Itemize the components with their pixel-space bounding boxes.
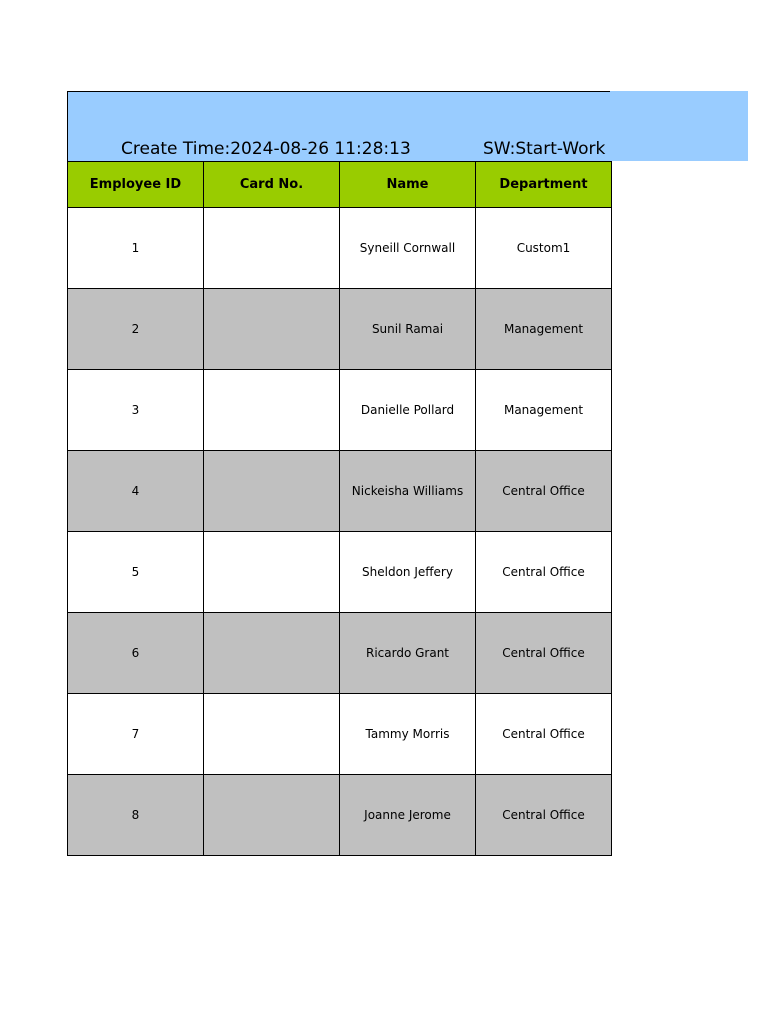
table-row	[68, 370, 612, 451]
cell-name: Ricardo Grant	[340, 613, 476, 694]
cell-employee-id: 8	[68, 775, 204, 856]
column-header-employee-id: Employee ID	[68, 162, 204, 208]
cell-employee-id: 7	[68, 694, 204, 775]
cell-card-no	[204, 451, 340, 532]
cell-name: Sheldon Jeffery	[340, 532, 476, 613]
cell-department: Central Office	[476, 532, 612, 613]
column-header-card-no: Card No.	[204, 162, 340, 208]
cell-card-no	[204, 532, 340, 613]
sw-legend-label: SW:Start-Work	[483, 139, 606, 159]
create-time-label: Create Time:2024-08-26 11:28:13	[121, 139, 411, 159]
table-row	[68, 694, 612, 775]
table-row	[68, 451, 612, 532]
cell-department: Central Office	[476, 775, 612, 856]
cell-department: Custom1	[476, 208, 612, 289]
table-row	[68, 208, 612, 289]
cell-employee-id: 4	[68, 451, 204, 532]
cell-card-no	[204, 208, 340, 289]
cell-name: Joanne Jerome	[340, 775, 476, 856]
cell-employee-id: 1	[68, 208, 204, 289]
cell-card-no	[204, 370, 340, 451]
column-header-department: Department	[476, 162, 612, 208]
cell-employee-id: 5	[68, 532, 204, 613]
table-header-row	[68, 162, 612, 208]
cell-name: Sunil Ramai	[340, 289, 476, 370]
employee-table	[67, 161, 612, 856]
cell-employee-id: 6	[68, 613, 204, 694]
table-row	[68, 289, 612, 370]
table-row	[68, 775, 612, 856]
cell-department: Central Office	[476, 613, 612, 694]
cell-department: Management	[476, 370, 612, 451]
cell-name: Syneill Cornwall	[340, 208, 476, 289]
table-row	[68, 532, 612, 613]
cell-department: Central Office	[476, 694, 612, 775]
cell-card-no	[204, 613, 340, 694]
cell-name: Tammy Morris	[340, 694, 476, 775]
cell-employee-id: 3	[68, 370, 204, 451]
cell-card-no	[204, 289, 340, 370]
cell-department: Central Office	[476, 451, 612, 532]
column-header-name: Name	[340, 162, 476, 208]
cell-department: Management	[476, 289, 612, 370]
cell-name: Nickeisha Williams	[340, 451, 476, 532]
cell-name: Danielle Pollard	[340, 370, 476, 451]
cell-card-no	[204, 775, 340, 856]
cell-employee-id: 2	[68, 289, 204, 370]
cell-card-no	[204, 694, 340, 775]
table-row	[68, 613, 612, 694]
